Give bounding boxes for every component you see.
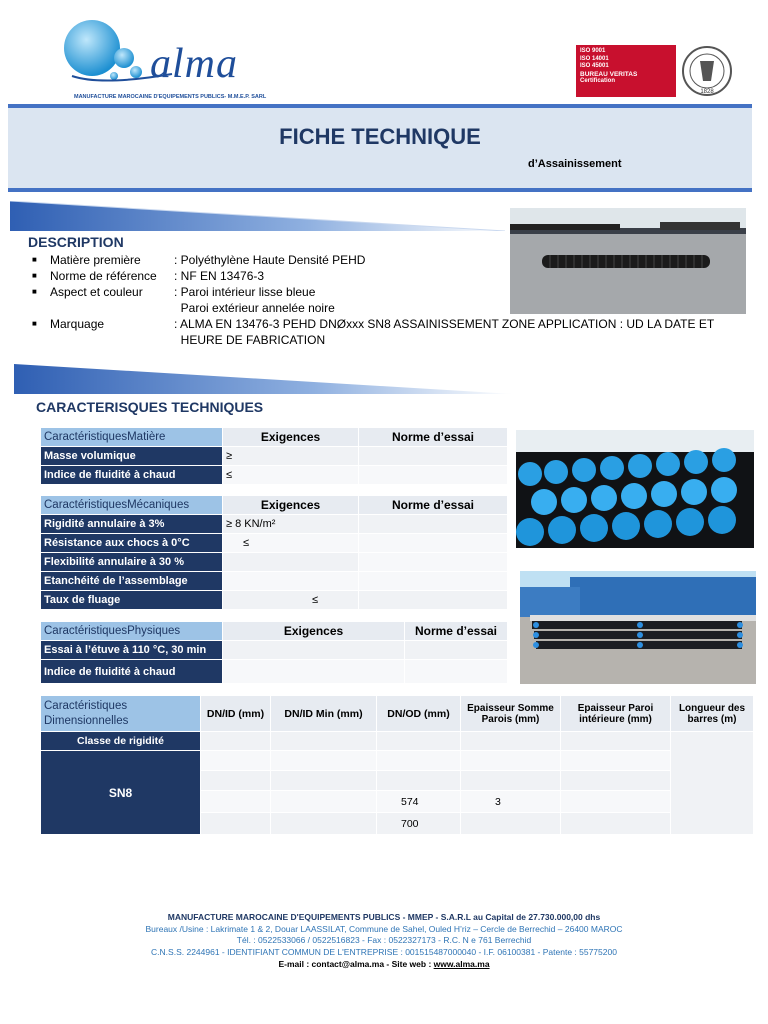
- table-header-row: [41, 696, 754, 732]
- table-cell: [201, 771, 271, 791]
- description-value: HEURE DE FABRICATION: [174, 333, 326, 347]
- row-label: Essai à l’étuve à 110 °C, 30 min: [41, 641, 223, 660]
- physical-table: [40, 621, 508, 684]
- cert-label: Certification: [580, 78, 616, 84]
- materials-table: [40, 427, 508, 485]
- table-cell: [271, 791, 377, 813]
- od-value-cell: 700: [377, 813, 461, 835]
- table-header-cell: Norme d’essai: [359, 428, 508, 447]
- description-value: : Paroi intérieur lisse bleue: [174, 285, 316, 299]
- page-subtitle: d’Assainissement: [528, 158, 622, 170]
- cert-line: ISO 45001: [580, 63, 609, 69]
- table-cell: [561, 771, 671, 791]
- table-header-cell: Norme d’essai: [405, 622, 508, 641]
- table-header-row: [41, 622, 508, 641]
- table-header-cell: Norme d’essai: [359, 496, 508, 515]
- title-band: [8, 104, 752, 192]
- table-row: [41, 641, 508, 660]
- description-value: : Polyéthylène Haute Densité PEHD: [174, 253, 366, 267]
- table-row: [41, 447, 508, 466]
- section-banner: [10, 201, 505, 231]
- factory-yard-photo: [520, 571, 756, 684]
- norm-cell: [359, 515, 508, 534]
- table-cell: [271, 732, 377, 751]
- company-logo: [62, 14, 267, 104]
- table-header-cell: Caractéristiques Dimensionnelles: [41, 696, 201, 732]
- table-row: [41, 466, 508, 485]
- description-value: : NF EN 13476-3: [174, 269, 265, 283]
- table-cell: [461, 751, 561, 771]
- od-value-cell: 574: [377, 791, 461, 813]
- page-footer: [0, 912, 768, 971]
- footer-phone: Tél. : 0522533066 / 0522516823 - Fax : 0522327173 - R.C. N e 761 Berrechid: [236, 935, 532, 946]
- description-label: Aspect et couleur: [50, 285, 143, 299]
- section-banner: [14, 364, 514, 394]
- stiffness-class-cell: SN8: [41, 751, 201, 835]
- page-title: FICHE TECHNIQUE: [279, 124, 481, 149]
- table-cell: [377, 771, 461, 791]
- bullet-icon: ■: [32, 271, 37, 280]
- table-header-row: [41, 496, 508, 515]
- row-label: Etanchéité de l’assemblage: [41, 572, 223, 591]
- table-header-cell: Longueur des barres (m): [671, 696, 754, 732]
- footer-contact: [0, 959, 768, 971]
- table-cell: [201, 791, 271, 813]
- table-cell: [271, 751, 377, 771]
- description-value: Paroi extérieur annelée noire: [174, 301, 335, 315]
- table-cell: [461, 813, 561, 835]
- logo-wordmark: alma: [150, 41, 238, 87]
- bureau-veritas-seal-icon: [680, 45, 734, 97]
- table-header-cell: DN/ID Min (mm): [271, 696, 377, 732]
- table-cell: [671, 732, 754, 835]
- table-header-cell: Exigences: [223, 622, 405, 641]
- table-header-cell: CaractéristiquesPhysiques: [41, 622, 223, 641]
- bullet-icon: ■: [32, 255, 37, 264]
- table-cell: [561, 732, 671, 751]
- requirement-cell: ≥: [223, 447, 359, 466]
- requirement-cell: ≤: [223, 466, 359, 485]
- mechanical-table: [40, 495, 508, 610]
- norm-cell: [405, 641, 508, 660]
- table-cell: [271, 813, 377, 835]
- row-label: Taux de fluage: [41, 591, 223, 610]
- table-row: [41, 572, 508, 591]
- certification-text-block: [576, 45, 676, 97]
- norm-cell: [359, 534, 508, 553]
- pipe-photo: [510, 208, 746, 314]
- row-label: Résistance aux chocs à 0°C: [41, 534, 223, 553]
- norm-cell: [359, 447, 508, 466]
- table-header-cell: DN/OD (mm): [377, 696, 461, 732]
- table-header-cell: DN/ID (mm): [201, 696, 271, 732]
- table-cell: [461, 771, 561, 791]
- footer-email: E-mail : contact@alma.ma - Site web :: [278, 958, 434, 969]
- table-cell: [201, 732, 271, 751]
- cert-name: BUREAU VERITAS: [580, 70, 638, 78]
- footer-address: Bureaux /Usine : Lakrimate 1 & 2, Douar LAASSILAT, Commune de Sahel, Ouled H’riz – Cercle de Berrechid – 26400 MAROC: [145, 923, 623, 934]
- seal-year: 1828: [700, 89, 714, 95]
- table-header-cell: CaractéristiquesMatière: [41, 428, 223, 447]
- norm-cell: [359, 591, 508, 610]
- description-label: Norme de référence: [50, 269, 157, 283]
- table-cell: [271, 771, 377, 791]
- description-label: Matière première: [50, 253, 141, 267]
- description-label: Marquage: [50, 317, 105, 331]
- table-header-cell: Exigences: [223, 496, 359, 515]
- cert-line: ISO 14001: [580, 55, 609, 62]
- pipe-stack-photo: [516, 430, 754, 548]
- row-label: Classe de rigidité: [41, 732, 201, 751]
- table-row: [41, 553, 508, 572]
- footer-company: MANUFACTURE MAROCAINE D'EQUIPEMENTS PUBLICS - MMEP - S.A.R.L au Capital de 27.730.000,00 dhs: [167, 912, 601, 922]
- table-cell: [201, 813, 271, 835]
- table-row: [41, 660, 508, 684]
- table-cell: [377, 751, 461, 771]
- certification-badge: [576, 45, 734, 97]
- requirement-cell: ≥ 8 KN/m²: [223, 515, 359, 534]
- table-header-cell: Epaisseur Paroi intérieure (mm): [561, 696, 671, 732]
- row-label: Rigidité annulaire à 3%: [41, 515, 223, 534]
- cert-line: ISO 9001: [580, 48, 606, 54]
- table-row: [41, 534, 508, 553]
- row-label: Flexibilité annulaire à 30 %: [41, 553, 223, 572]
- row-label: Masse volumique: [41, 447, 223, 466]
- dimensions-table: [40, 695, 754, 835]
- norm-cell: [359, 466, 508, 485]
- norm-cell: [359, 553, 508, 572]
- characteristics-heading: CARACTERISQUES TECHNIQUES: [36, 399, 264, 415]
- row-label: Indice de fluidité à chaud: [41, 466, 223, 485]
- norm-cell: [405, 660, 508, 684]
- table-header-cell: Exigences: [223, 428, 359, 447]
- table-header-cell: CaractéristiquesMécaniques: [41, 496, 223, 515]
- table-cell: [561, 751, 671, 771]
- row-label: Indice de fluidité à chaud: [41, 660, 223, 684]
- table-cell: [201, 751, 271, 771]
- table-row: [41, 751, 754, 771]
- requirement-cell: ≤: [223, 534, 359, 553]
- description-value: : ALMA EN 13476-3 PEHD DNØxxx SN8 ASSAINISSEMENT ZONE APPLICATION : UD LA DATE ET: [174, 317, 715, 331]
- thickness-value-cell: 3: [461, 791, 561, 813]
- bullet-icon: ■: [32, 319, 37, 328]
- table-header-row: [41, 428, 508, 447]
- norm-cell: [359, 572, 508, 591]
- table-row: [41, 515, 508, 534]
- table-header-cell: Epaisseur Somme Parois (mm): [461, 696, 561, 732]
- table-cell: [461, 732, 561, 751]
- requirement-cell: [223, 660, 405, 684]
- requirement-cell: [223, 572, 359, 591]
- footer-ids: C.N.S.S. 2244961 - IDENTIFIANT COMMUN DE L'ENTREPRISE : 001515487000040 - I.F. 06100381 - Patente : 55775200: [151, 947, 617, 958]
- requirement-cell: ≤: [223, 591, 359, 610]
- table-row: [41, 732, 754, 751]
- website-link[interactable]: www.alma.ma: [433, 958, 490, 969]
- bullet-icon: ■: [32, 287, 37, 296]
- table-cell: [561, 813, 671, 835]
- requirement-cell: [223, 641, 405, 660]
- table-cell: [561, 791, 671, 813]
- table-cell: [377, 732, 461, 751]
- table-row: [41, 591, 508, 610]
- logo-subtitle: MANUFACTURE MAROCAINE D'EQUIPEMENTS PUBLICS- M.M.E.P. SARL: [74, 94, 267, 100]
- requirement-cell: [223, 553, 359, 572]
- description-heading: DESCRIPTION: [28, 234, 124, 250]
